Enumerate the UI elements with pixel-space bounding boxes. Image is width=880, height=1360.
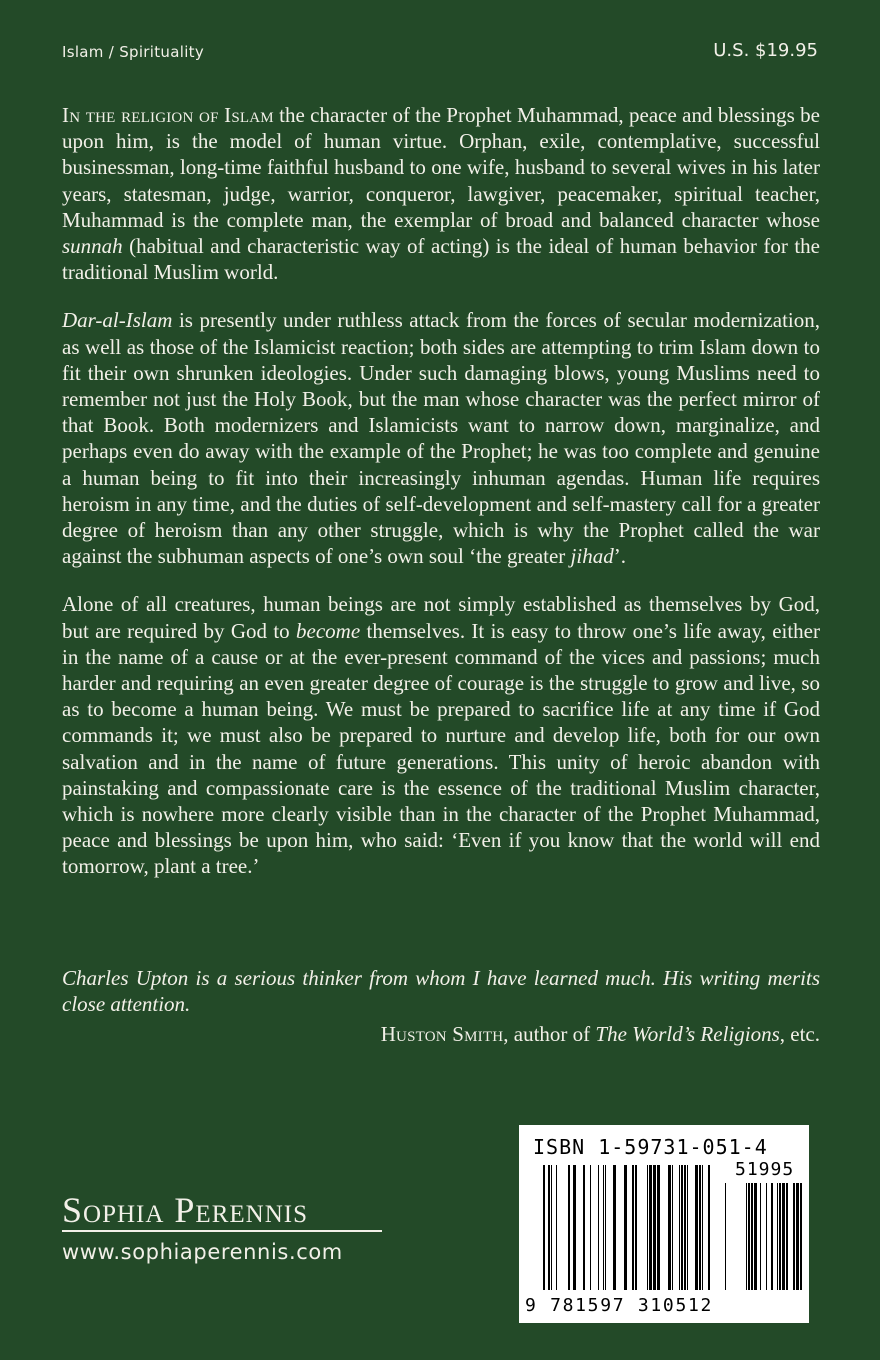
endorsement-author: Huston Smith <box>380 1022 504 1047</box>
barcode-bar <box>635 1165 637 1290</box>
barcode-bar <box>679 1165 680 1290</box>
barcode-bar <box>568 1165 570 1290</box>
barcode-bar <box>583 1165 585 1290</box>
barcode-bar <box>653 1165 656 1290</box>
barcode-bar <box>598 1165 599 1290</box>
paragraph-1 <box>62 102 820 285</box>
barcode-bar <box>708 1165 710 1290</box>
barcode-bar <box>777 1183 778 1290</box>
barcode-bar <box>786 1183 788 1290</box>
barcode-bar <box>647 1165 648 1290</box>
attribution-text: , author of <box>503 1022 596 1047</box>
barcode-bar <box>771 1183 773 1290</box>
barcode-bar <box>624 1165 627 1290</box>
paragraph-1-text-b: (habitual and characteristic way of acting) is the ideal of human behavior for the traditional Muslim world. <box>62 234 820 285</box>
publisher-logo: Sophia Perennis <box>62 1190 308 1230</box>
barcode-bar <box>782 1183 785 1290</box>
barcode-bar <box>684 1165 686 1290</box>
paragraph-2-emphasis-b: jihad <box>570 544 614 569</box>
barcode-bar <box>548 1165 550 1290</box>
barcode-bar <box>751 1183 753 1290</box>
barcode-bar <box>613 1165 616 1290</box>
barcode-bar <box>556 1165 557 1290</box>
price-label: U.S. $19.95 <box>713 40 818 61</box>
barcode-box <box>519 1125 809 1323</box>
barcode-bar <box>725 1183 726 1290</box>
barcode-bar <box>657 1165 660 1290</box>
publisher-url: www.sophiaperennis.com <box>62 1240 343 1264</box>
barcode-bar <box>702 1165 703 1290</box>
barcode-bar <box>573 1165 576 1290</box>
endorsement-quote: Charles Upton is a serious thinker from whom I have learned much. His writing merits close attention. <box>62 966 820 1017</box>
barcode-bar <box>603 1165 604 1290</box>
barcode-bar <box>766 1183 767 1290</box>
barcode-bar <box>796 1183 799 1290</box>
barcode-bar <box>551 1165 552 1290</box>
barcode-bar <box>760 1183 761 1290</box>
paragraph-1-text-a: the character of the Prophet Muhammad, peace and blessings be upon him, is the model of human virtue. Orphan, exile, contemplative, successful businessman, long-time faithful husband to one wife, husband to several wives in his later years, statesman, judge, warrior, conqueror, lawgiver, peacemaker, spiritual teacher, Muhammad is the complete man, the exemplar of broad and balanced character whose <box>62 103 820 232</box>
barcode-bar <box>681 1165 683 1290</box>
barcode-bar <box>746 1183 747 1290</box>
barcode-bar <box>672 1165 673 1290</box>
attribution-suffix: , etc. <box>779 1022 820 1047</box>
barcode-bar <box>590 1165 591 1290</box>
paragraph-3-text-b: themselves. It is easy to throw one’s life away, either in the name of a cause or at the ever-present command of the vices and passions; much harder and requiring an even greater degree of courage is the struggle to grow and live, so as to become a human being. We must be prepared to sacrifice life at any time if God commands it; we must also be prepared to nurture and develop life, both for our own salvation and in the name of future generations. This unity of heroic abandon with painstaking and compassionate care is the essence of the traditional Muslim character, which is nowhere more clearly visible than in the character of the Prophet Muhammad, peace and blessings be upon him, who said: ‘Even if you know that the world will end tomorrow, plant a tree.’ <box>62 618 820 879</box>
price-code: 51995 <box>735 1159 795 1180</box>
endorsement <box>62 965 820 1048</box>
paragraph-1-emphasis: sunnah <box>62 234 123 259</box>
lead-in: In the religion of Islam <box>62 103 274 127</box>
barcode-bar <box>605 1165 606 1290</box>
logo-rule <box>62 1230 382 1232</box>
barcode-bar <box>695 1165 698 1290</box>
barcode-bar <box>668 1165 671 1290</box>
paragraph-3 <box>62 591 820 879</box>
barcode-bar <box>687 1165 688 1290</box>
endorsement-book-title: The World’s Religions <box>595 1022 780 1047</box>
barcode-bar <box>779 1183 781 1290</box>
isbn-number: ISBN 1-59731-051-4 <box>533 1135 768 1159</box>
barcode-bar <box>754 1183 757 1290</box>
barcode-bar <box>800 1183 802 1290</box>
barcode-bar <box>543 1165 545 1290</box>
category-label: Islam / Spirituality <box>62 43 205 61</box>
barcode-bar <box>649 1165 652 1290</box>
paragraph-2-emphasis-a: Dar-al-Islam <box>62 308 173 333</box>
barcode-bar <box>699 1165 701 1290</box>
paragraph-2-text-a: is presently under ruthless attack from the forces of secular modernization, as well as those of the Islamicist reaction; both sides are attempting to trim Islam down to fit their own shrunken ideologies. Under such damaging blows, young Muslims need to remember not just the Holy Book, but the man whose character was the perfect mirror of that Book. Both modernizers and Islamicists want to narrow down, marginalize, and perhaps even do away with the example of the Prophet; he was too complete and genuine a human being to fit into their increasingly inhuman agendas. Human life requires heroism in any time, and the duties of self-development and self-mastery call for a greater degree of heroism than any other struggle, which is why the Prophet called the war against the subhuman aspects of one’s own soul ‘the greater <box>62 308 820 569</box>
barcode-bar <box>748 1183 750 1290</box>
description-body <box>62 102 820 902</box>
ean-digits: 9 781597 310512 <box>525 1295 714 1316</box>
paragraph-3-emphasis: become <box>296 618 361 643</box>
barcode-bar <box>632 1165 634 1290</box>
paragraph-2-text-b: ’. <box>613 544 626 569</box>
paragraph-2 <box>62 307 820 569</box>
endorsement-attribution <box>62 1021 820 1047</box>
barcode-bar <box>793 1183 795 1290</box>
paragraph-3-text-a: Alone of all creatures, human beings are not simply established as themselves by God, but are required by God to <box>62 592 820 643</box>
